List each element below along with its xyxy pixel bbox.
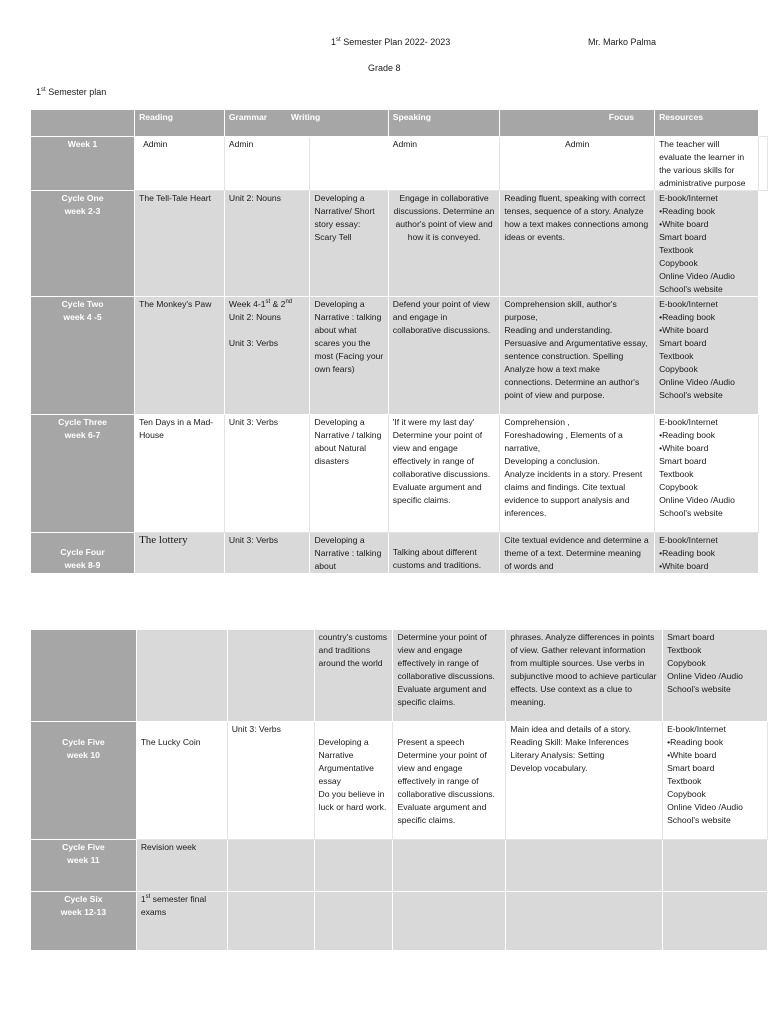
focus-cell: phrases. Analyze differences in points of view. Gather relevant information from multiple sources. Use verbs in subjunctive mood to achieve particular effects. Use context as a clue to meaning.: [506, 630, 663, 722]
resources-cell: [663, 840, 768, 892]
grammar-cell: [227, 630, 314, 722]
writing-cell: country's customs and traditions around the world: [314, 630, 393, 722]
writing-cell: Developing a Narrative / talking about Natural disasters: [310, 415, 388, 533]
focus-cell: [506, 892, 663, 951]
reading-cell: Admin: [135, 137, 225, 191]
grammar-week-label: Week 4-1st & 2nd: [228, 299, 293, 309]
grammar-cell: Unit 2: Nouns: [224, 191, 310, 297]
resources-cell: E-book/Internet •Reading book •White board Smart board Textbook Copybook Online Video /Audio School's website: [655, 191, 759, 297]
speaking-cell: Determine your point of view and engage effectively in range of collaborative discussions. Evaluate argument and specific claims.: [393, 630, 506, 722]
row-label: [31, 630, 137, 722]
focus-cell: Cite textual evidence and determine a theme of a text. Determine meaning of words and: [500, 533, 655, 574]
reading-cell: The Monkey's Paw: [135, 297, 225, 415]
writing-cell: [314, 892, 393, 951]
grammar-cell: [224, 297, 310, 415]
writing-cell: Developing a Narrative/ Short story essay: Scary Tell: [310, 191, 388, 297]
row-label: Cycle Five week 10: [31, 722, 137, 840]
table-row: [31, 137, 768, 191]
reading-cell: The Lucky Coin: [136, 722, 227, 840]
focus-cell: [506, 840, 663, 892]
row-label: Week 1: [31, 137, 135, 191]
semester-plan-table-part1: [30, 109, 768, 574]
speaking-cell: [393, 892, 506, 951]
header-resources: Resources: [655, 110, 759, 137]
grammar-cell: Unit 3: Verbs: [227, 722, 314, 840]
speaking-cell: Engage in collaborative discussions. Determine an author's point of view and how it is conveyed.: [388, 191, 500, 297]
focus-cell: The teacher will evaluate the learner in the various skills for administrative purpose: [655, 137, 759, 191]
resources-cell: [759, 137, 768, 191]
writing-cell: Developing a Narrative Argumentative essay Do you believe in luck or hard work.: [314, 722, 393, 840]
resources-cell: E-book/Internet •Reading book •White board Smart board Textbook Copybook Online Video /Audio School's website: [655, 415, 759, 533]
speaking-cell: Admin: [500, 137, 655, 191]
reading-cell: 1st semester final exams: [136, 892, 227, 951]
row-label: Cycle Five week 11: [31, 840, 137, 892]
header-grammar-writing: [224, 110, 388, 137]
speaking-cell: [393, 840, 506, 892]
writing-cell: [314, 840, 393, 892]
reading-cell: [136, 630, 227, 722]
focus-cell: Main idea and details of a story. Reading Skill: Make Inferences Literary Analysis: Setting Develop vocabulary.: [506, 722, 663, 840]
header-speaking: Speaking: [388, 110, 500, 137]
speaking-cell: 'If it were my last day' Determine your point of view and engage effectively in range of collaborative discussions. Evaluate argument and specific claims.: [388, 415, 500, 533]
table-row: [31, 892, 768, 951]
speaking-cell: Defend your point of view and engage in collaborative discussions.: [388, 297, 500, 415]
table-row: [31, 630, 768, 722]
header-empty-cell: [31, 110, 135, 137]
teacher-name: Mr. Marko Palma: [588, 37, 657, 47]
header-writing: Writing: [290, 112, 321, 122]
semester-plan-label: 1st Semester plan: [36, 87, 107, 97]
row-label: Cycle Four week 8-9: [31, 533, 135, 574]
table-row: [31, 533, 768, 574]
table-row: [31, 722, 768, 840]
table-row: [31, 191, 768, 297]
grade-label: Grade 8: [368, 63, 401, 73]
row-label: Cycle Six week 12-13: [31, 892, 137, 951]
table-row: [31, 840, 768, 892]
reading-cell: The Tell-Tale Heart: [135, 191, 225, 297]
resources-cell: E-book/Internet •Reading book •White board Smart board Textbook Copybook Online Video /Audio School's website: [655, 297, 759, 415]
speaking-cell: Talking about different customs and traditions.: [388, 533, 500, 574]
header-row: [31, 110, 768, 137]
resources-cell: [663, 892, 768, 951]
grammar-cell: Unit 3: Verbs: [224, 533, 310, 574]
grammar-cell: Unit 3: Verbs: [224, 415, 310, 533]
header-grammar: Grammar: [228, 112, 268, 122]
writing-cell: Developing a Narrative : talking about what scares you the most (Facing your own fears): [310, 297, 388, 415]
plan-title: 1st Semester Plan 2022- 2023: [331, 37, 451, 47]
row-label: Cycle One week 2-3: [31, 191, 135, 297]
grammar-cell: [227, 892, 314, 951]
reading-cell: The lottery: [135, 533, 225, 574]
grammar-units: Unit 2: Nouns Unit 3: Verbs: [228, 312, 281, 348]
reading-cell: Ten Days in a Mad-House: [135, 415, 225, 533]
focus-cell: Comprehension skill, author's purpose, Reading and understanding. Persuasive and Argumentative essay, sentence construction. Spelling Analyze how a text make connections. Determine an author's point of view and purpose.: [500, 297, 655, 415]
resources-cell: E-book/Internet •Reading book •White board: [655, 533, 759, 574]
table-row: [31, 415, 768, 533]
focus-cell: Reading fluent, speaking with correct tenses, sequence of a story. Analyze how a text makes connections among ideas or events.: [500, 191, 655, 297]
grammar-cell: [227, 840, 314, 892]
writing-cell: Developing a Narrative : talking about: [310, 533, 388, 574]
grammar-cell: Admin: [224, 137, 310, 191]
resources-cell: Smart board Textbook Copybook Online Video /Audio School's website: [663, 630, 768, 722]
table-row: [31, 297, 768, 415]
semester-plan-table-part2: [30, 629, 768, 951]
speaking-cell: Present a speech Determine your point of view and engage effectively in range of collaborative discussions. Evaluate argument and specific claims.: [393, 722, 506, 840]
header-reading: Reading: [135, 110, 225, 137]
row-label: Cycle Three week 6-7: [31, 415, 135, 533]
writing-cell: Admin: [310, 137, 500, 191]
header-focus: Focus: [500, 110, 655, 137]
focus-cell: Comprehension , Foreshadowing , Elements of a narrative, Developing a conclusion. Analyze incidents in a story. Present claims and findings. Cite textual evidence to support analysis and inferences.: [500, 415, 655, 533]
resources-cell: E-book/Internet •Reading book •White board Smart board Textbook Copybook Online Video /Audio School's website: [663, 722, 768, 840]
reading-cell: Revision week: [136, 840, 227, 892]
row-label: Cycle Two week 4 -5: [31, 297, 135, 415]
